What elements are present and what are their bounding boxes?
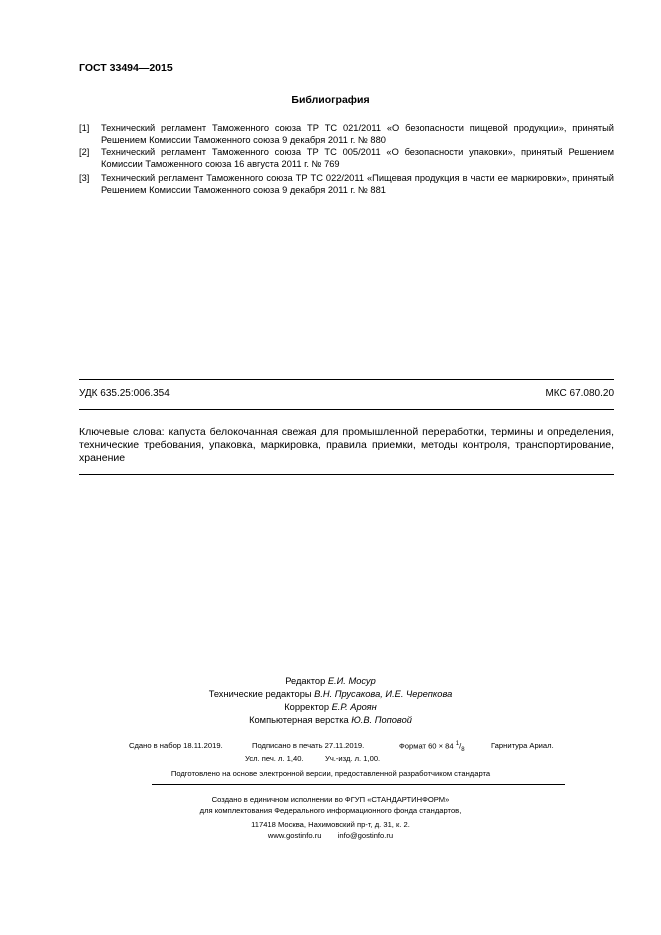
publisher-website-link[interactable]: www.gostinfo.ru xyxy=(267,831,322,840)
imprint-sent: Сдано в набор 18.11.2019. xyxy=(129,741,223,750)
publisher-email-link[interactable]: info@gostinfo.ru xyxy=(337,831,394,840)
imprint-edit-sheets: Уч.-изд. л. 1,00. xyxy=(325,754,381,763)
publisher-contacts xyxy=(0,831,661,840)
imprint-format-denominator: 8 xyxy=(461,747,465,754)
bibliography-item-text: Технический регламент Таможенного союза ТР ТС 021/2011 «О безопасности пищевой продукции», принятый Решением Комиссии Таможенного союза 9 декабря 2011 г. № 880 xyxy=(101,123,614,145)
credit-layout xyxy=(0,715,661,725)
divider-line xyxy=(79,409,614,410)
imprint-font: Гарнитура Ариал. xyxy=(491,741,554,750)
credit-label: Компьютерная верстка xyxy=(249,715,349,725)
publisher-address: 117418 Москва, Нахимовский пр-т, д. 31, к. 2. xyxy=(251,820,410,829)
credit-name: В.Н. Прусакова, И.Е. Черепкова xyxy=(314,689,453,699)
bibliography-item xyxy=(79,122,614,146)
bibliography-item xyxy=(79,146,614,170)
credit-name: Е.И. Мосур xyxy=(327,676,376,686)
credit-label: Корректор xyxy=(284,702,330,712)
mks-code: МКС 67.080.20 xyxy=(545,388,614,399)
credit-name: Ю.В. Поповой xyxy=(351,715,412,725)
bibliography-item xyxy=(79,172,614,196)
imprint-format-numerator: 1 xyxy=(455,741,460,747)
credit-label: Редактор xyxy=(285,676,326,686)
bibliography-item-number: [1] xyxy=(79,123,90,133)
imprint-prepared: Подготовлено на основе электронной версии, предоставленной разработчиком стандарта xyxy=(170,769,491,778)
bibliography-item-text: Технический регламент Таможенного союза ТР ТС 005/2011 «О безопасности упаковки», принятый Решением Комиссии Таможенного союза 16 августа 2011 г. № 769 xyxy=(101,147,614,169)
keywords-text: Ключевые слова: капуста белокочанная свежая для промышленной переработки, термины и определения, технические требования, упаковка, маркировка, правила приемки, методы контроля, транспортирование, хранение xyxy=(79,426,614,464)
imprint-format: Формат 60 × 84 $^1/_8$ xyxy=(399,741,465,754)
publisher-line: для комплектования Федерального информационного фонда стандартов, xyxy=(199,806,462,815)
imprint-print-sheets: Усл. печ. л. 1,40. xyxy=(245,754,304,763)
document-code: ГОСТ 33494—2015 xyxy=(79,62,173,74)
credit-name: Е.Р. Ароян xyxy=(331,702,377,712)
credit-tech-editors xyxy=(0,689,661,699)
divider-line xyxy=(79,379,614,380)
imprint-format-text: Формат 60 × 84 xyxy=(399,741,454,751)
imprint-signed: Подписано в печать 27.11.2019. xyxy=(252,741,365,750)
bibliography-item-number: [2] xyxy=(79,147,90,157)
divider-line xyxy=(152,784,565,785)
credit-editor xyxy=(0,676,661,686)
credit-label: Технические редакторы xyxy=(208,689,312,699)
divider-line xyxy=(79,474,614,475)
publisher-line: Создано в единичном исполнении во ФГУП «СТАНДАРТИНФОРМ» xyxy=(211,795,450,804)
bibliography-title: Библиография xyxy=(291,94,370,106)
bibliography-item-number: [3] xyxy=(79,173,90,183)
bibliography-item-text: Технический регламент Таможенного союза ТР ТС 022/2011 «Пищевая продукция в части ее маркировки», принятый Решением Комиссии Таможенного союза 9 декабря 2011 г. № 881 xyxy=(101,173,614,195)
udk-code: УДК 635.25:006.354 xyxy=(79,388,170,399)
credit-corrector xyxy=(0,702,661,712)
